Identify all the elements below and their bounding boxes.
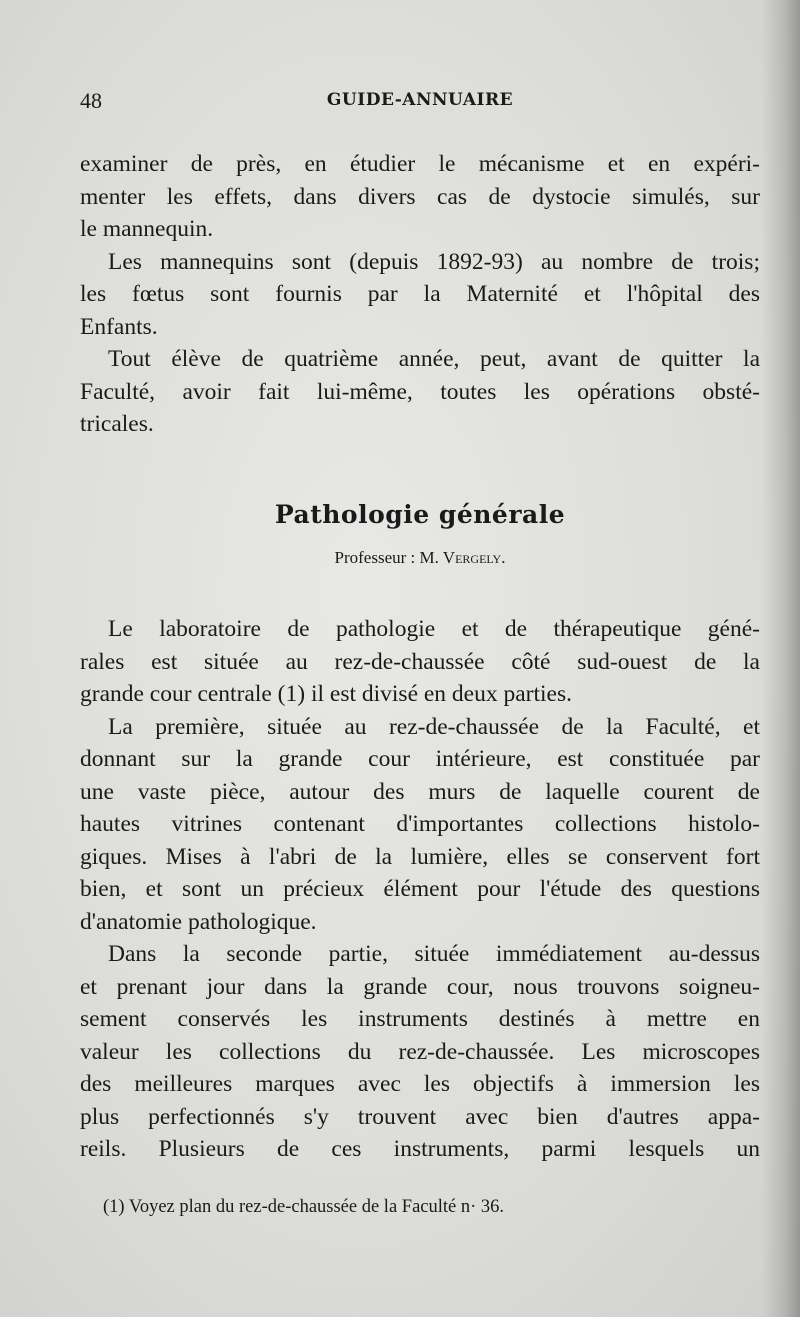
paragraph xyxy=(80,246,760,344)
text-line: Tout élève de quatrième année, peut, avant de quitter la xyxy=(108,346,760,372)
text-line: menter les effets, dans divers cas de dystocie simulés, sur xyxy=(80,183,760,210)
text-line: rales est située au rez-de-chaussée côté sud-ouest de la xyxy=(80,648,760,675)
paragraph xyxy=(80,938,760,1166)
professor-label: Professeur : xyxy=(334,548,416,567)
bottom-text-block xyxy=(80,613,760,1166)
paragraph xyxy=(80,711,760,939)
paragraph xyxy=(80,613,760,711)
page-header xyxy=(80,88,760,118)
text-line: Faculté, avoir fait lui-même, toutes les opérations obsté- xyxy=(80,378,760,405)
text-line: les fœtus sont fournis par la Maternité et l'hôpital des xyxy=(80,281,760,307)
text-line: hautes vitrines contenant d'importantes collections histolo- xyxy=(80,811,760,837)
text-line: le mannequin. xyxy=(80,216,214,242)
text-line: valeur les collections du rez-de-chaussée. Les microscopes xyxy=(80,1038,760,1065)
text-line: plus perfectionnés s'y trouvent avec bien d'autres appa- xyxy=(80,1103,760,1130)
paragraph xyxy=(80,148,760,246)
text-line: sement conservés les instruments destinés à mettre en xyxy=(80,1006,760,1032)
text-line: une vaste pièce, autour des murs de laquelle courent de xyxy=(80,778,760,805)
text-line: donnant sur la grande cour intérieure, est constituée par xyxy=(80,746,760,772)
running-head: GUIDE-ANNUAIRE xyxy=(326,90,514,110)
text-line: tricales. xyxy=(80,411,154,437)
text-line: Les mannequins sont (depuis 1892-93) au nombre de trois; xyxy=(108,248,760,275)
text-line: grande cour centrale (1) il est divisé en deux parties. xyxy=(80,681,572,707)
footnote: (1) Voyez plan du rez-de-chaussée de la Faculté n· 36. xyxy=(103,1197,505,1217)
text-line: Dans la seconde partie, située immédiatement au-dessus xyxy=(108,941,760,967)
text-line: examiner de près, en étudier le mécanisme et en expéri- xyxy=(80,151,760,177)
top-text-block xyxy=(80,148,760,441)
professor-name: M. Vergely. xyxy=(419,548,506,567)
professor-line xyxy=(80,548,760,568)
page-number: 48 xyxy=(80,88,102,113)
page-binding-shadow xyxy=(762,0,800,1317)
paragraph xyxy=(80,343,760,441)
text-line: giques. Mises à l'abri de la lumière, elles se conservent fort xyxy=(80,843,760,870)
text-line: Le laboratoire de pathologie et de thérapeutique géné- xyxy=(108,616,760,642)
text-line: des meilleures marques avec les objectifs à immersion les xyxy=(80,1071,760,1097)
text-line: Enfants. xyxy=(80,313,158,340)
section-title: Pathologie générale xyxy=(274,500,566,529)
text-line: La première, située au rez-de-chaussée de la Faculté, et xyxy=(108,713,760,740)
text-line: et prenant jour dans la grande cour, nous trouvons soigneu- xyxy=(80,973,760,1000)
text-line: d'anatomie pathologique. xyxy=(80,908,317,935)
text-line: bien, et sont un précieux élément pour l'étude des questions xyxy=(80,876,760,902)
text-line: reils. Plusieurs de ces instruments, parmi lesquels un xyxy=(80,1136,760,1162)
